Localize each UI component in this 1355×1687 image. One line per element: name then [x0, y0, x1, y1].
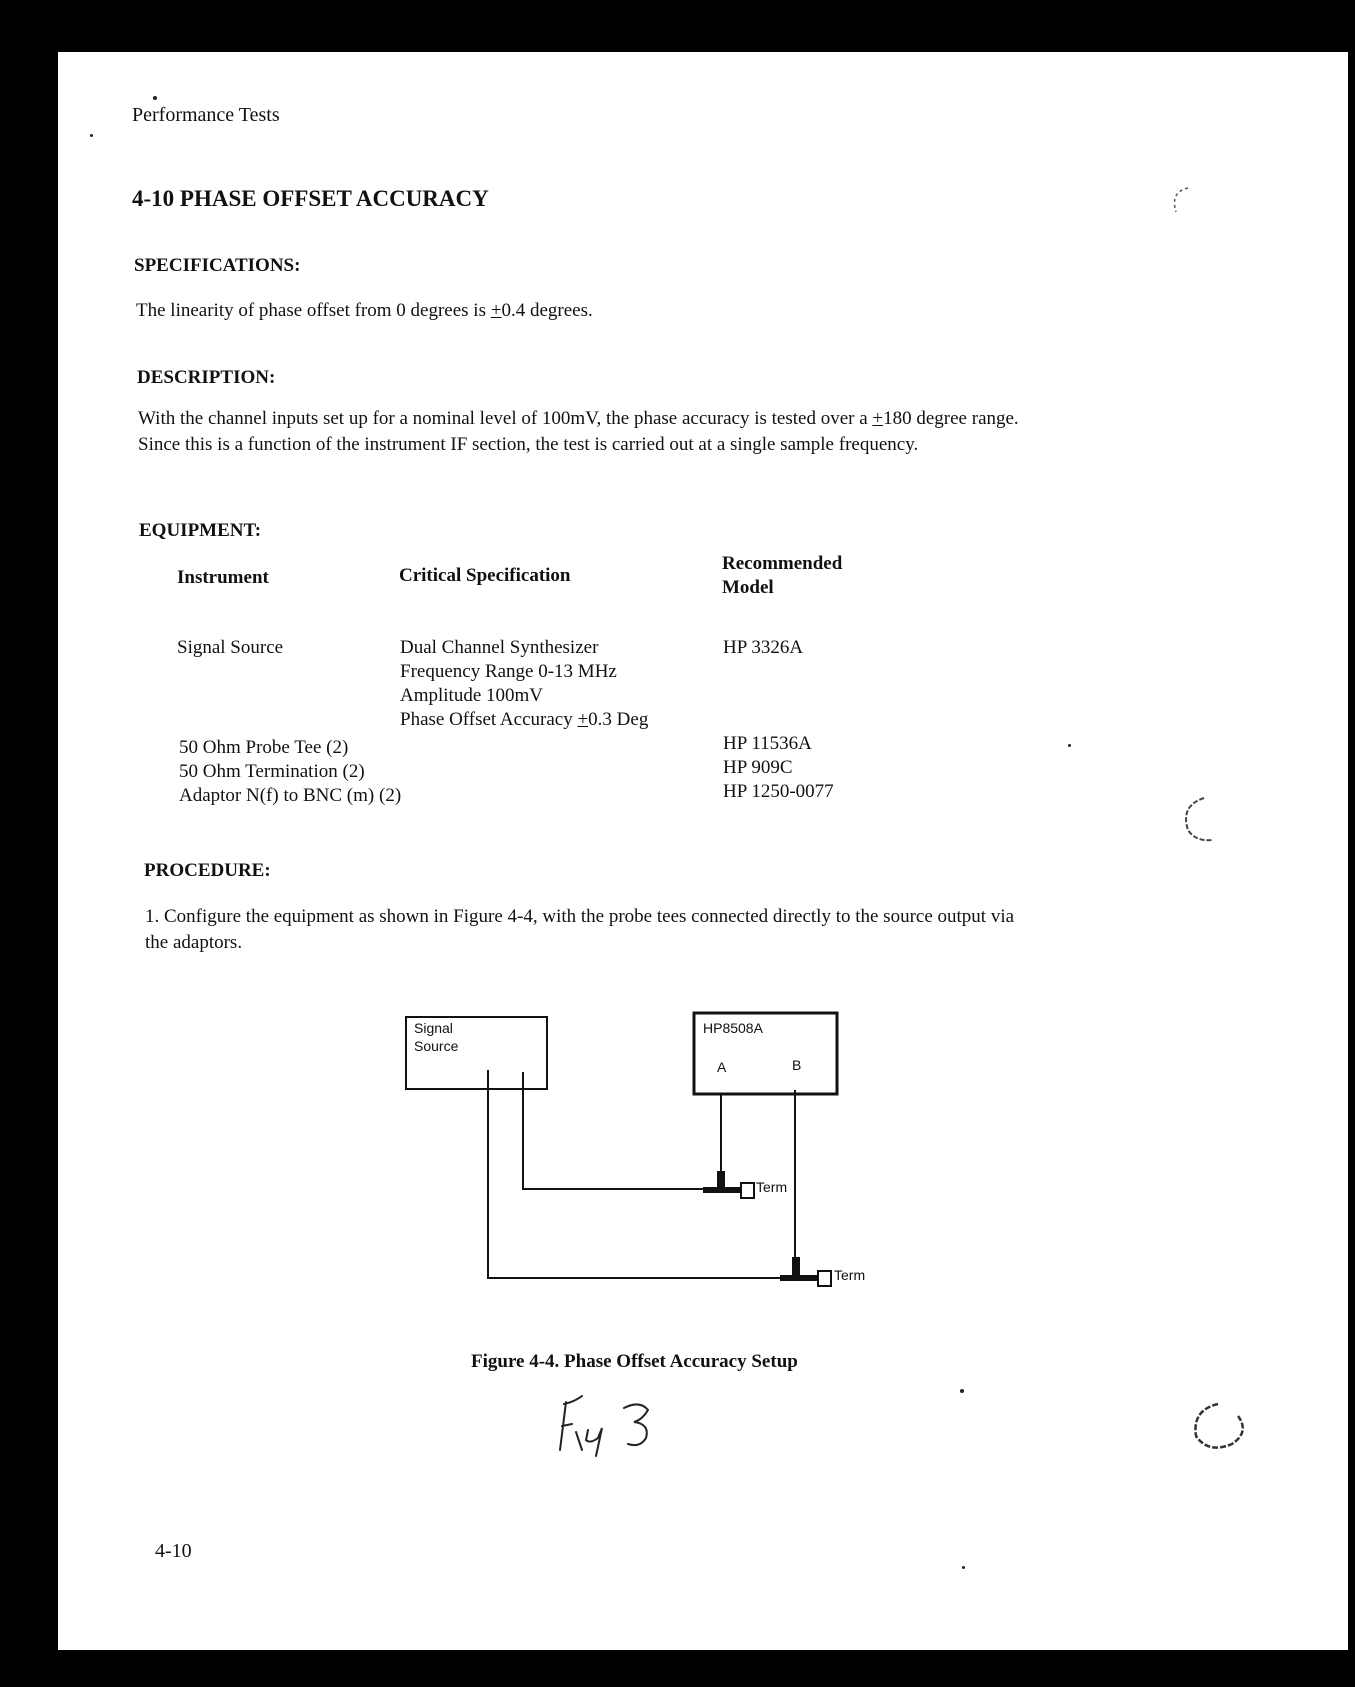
scan-speck [153, 96, 157, 100]
instrument-termination: 50 Ohm Termination (2) [179, 761, 365, 782]
scan-speck [90, 134, 93, 137]
spec-line: Amplitude 100mV [400, 685, 544, 706]
term-label-a: Term [756, 1179, 788, 1195]
section-title: 4-10 PHASE OFFSET ACCURACY [132, 186, 489, 211]
page-number: 4-10 [155, 1540, 192, 1562]
specifications-text: The linearity of phase offset from 0 degrees is +0.4 degrees. [136, 300, 593, 321]
scan-speck [1068, 744, 1071, 747]
binder-hole-mark [1166, 178, 1216, 238]
cable-to-channel-a [523, 1072, 718, 1189]
termination-a [741, 1183, 754, 1198]
equipment-heading: EQUIPMENT: [139, 520, 262, 541]
model-hp-3326a: HP 3326A [723, 637, 804, 658]
analyzer-label: HP8508A [703, 1020, 763, 1036]
instrument-signal-source: Signal Source [177, 637, 284, 658]
model-hp-11536a: HP 11536A [723, 733, 812, 754]
description-line-2: Since this is a function of the instrument IF section, the test is carried out at a single sample frequency. [138, 434, 919, 455]
model-hp-1250-0077: HP 1250-0077 [723, 781, 834, 802]
description-line-1: With the channel inputs set up for a nominal level of 100mV, the phase accuracy is tested over a +180 degree range. [138, 408, 1019, 429]
spec-line: Frequency Range 0-13 MHz [400, 661, 617, 682]
instrument-probe-tee: 50 Ohm Probe Tee (2) [179, 737, 349, 758]
procedure-step-1-line-1: 1. Configure the equipment as shown in Figure 4-4, with the probe tees connected directly to the source output via [145, 906, 1015, 927]
spec-line: Dual Channel Synthesizer [400, 637, 599, 658]
handwritten-note [552, 1394, 672, 1458]
input-b-label: B [792, 1057, 802, 1073]
column-header-critical-specification: Critical Specification [399, 565, 571, 586]
column-header-model: Model [722, 577, 774, 598]
column-header-instrument: Instrument [177, 567, 269, 588]
spec-line: Phase Offset Accuracy +0.3 Deg [400, 709, 649, 730]
setup-diagram [58, 52, 1348, 1650]
signal-source-label-1: Signal [414, 1020, 453, 1036]
instrument-adaptor: Adaptor N(f) to BNC (m) (2) [179, 785, 402, 806]
binder-hole-mark [1188, 1396, 1258, 1466]
cable-to-channel-b [488, 1070, 786, 1278]
specifications-heading: SPECIFICATIONS: [134, 255, 301, 276]
running-header: Performance Tests [132, 104, 280, 126]
procedure-step-1-line-2: the adaptors. [145, 932, 243, 953]
document-page [58, 52, 1348, 1650]
model-hp-909c: HP 909C [723, 757, 793, 778]
binder-hole-mark [1178, 790, 1238, 860]
signal-source-label-2: Source [414, 1038, 459, 1054]
term-label-b: Term [834, 1267, 866, 1283]
scan-speck [962, 1566, 965, 1569]
probe-tee-b-stem [792, 1257, 800, 1277]
scan-speck [960, 1389, 964, 1393]
termination-b [818, 1271, 831, 1286]
description-heading: DESCRIPTION: [137, 367, 276, 388]
probe-tee-a-stem [717, 1171, 725, 1191]
column-header-recommended: Recommended [722, 553, 843, 574]
figure-caption: Figure 4-4. Phase Offset Accuracy Setup [471, 1351, 798, 1372]
procedure-heading: PROCEDURE: [144, 860, 271, 881]
input-a-label: A [717, 1059, 727, 1075]
